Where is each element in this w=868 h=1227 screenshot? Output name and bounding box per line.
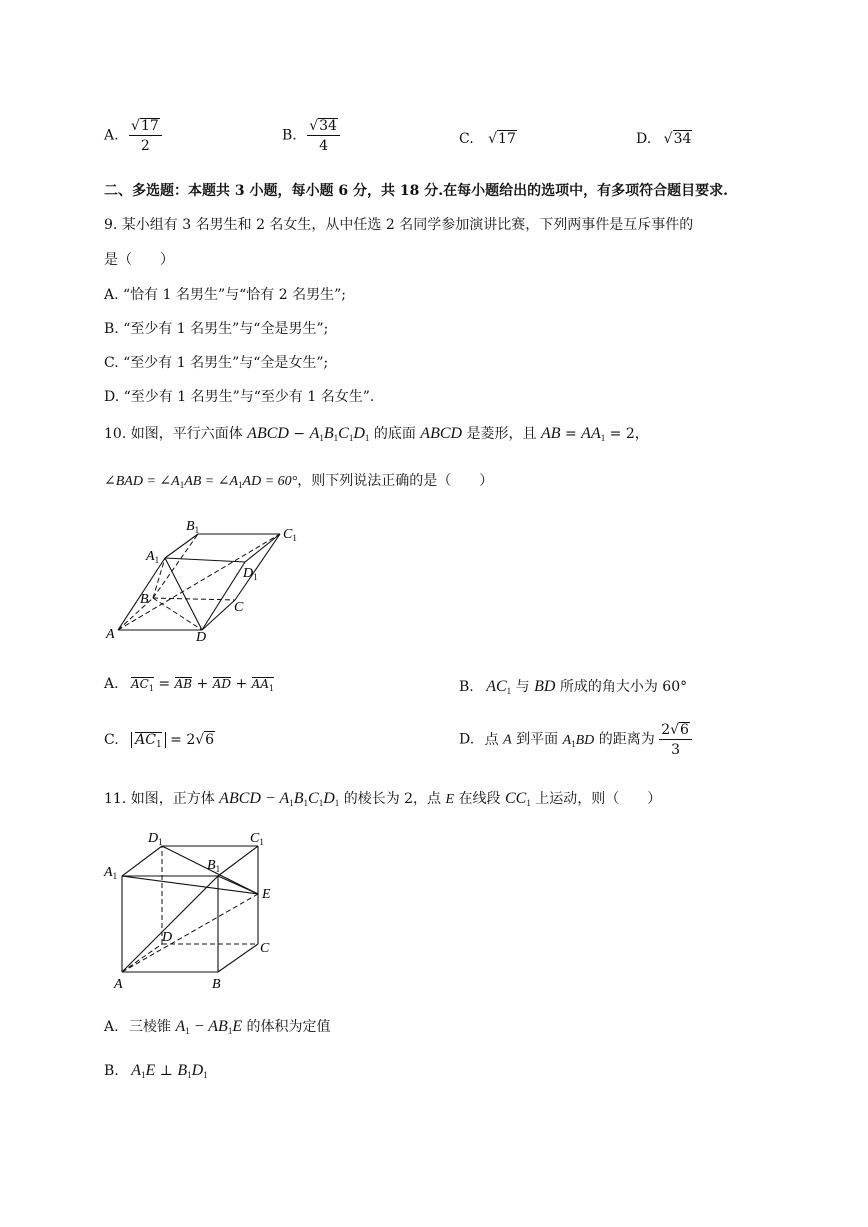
svg-text:D1: $D_1$ [148, 831, 163, 847]
q8-option-a: A. $\frac{√17}{2}$ [104, 118, 162, 153]
q10-stem-line1: 10. 如图，平行六面体 ABCD − $A_1B_1C_1D_1$ 的底面 ABCD 是菱形，且 AB = $AA_1 = 2$， [104, 425, 649, 443]
svg-text:A: A [114, 977, 123, 992]
q11-stem: 11. 如图，正方体 ABCD − $A_1B_1C_1D_1$ 的棱长为 2，点 E 在线段 $CC_1$ 上运动，则（ ） [104, 790, 662, 808]
q9-option-c: C. “至少有 1 名男生”与“全是女生”; [104, 355, 329, 371]
svg-text:B: B [212, 977, 221, 992]
q9-stem-line1: 9. 某小组有 3 名男生和 2 名女生，从中任选 2 名同学参加演讲比赛，下列两事件是互斥事件的 [104, 217, 694, 233]
q11-option-b: B. $A_1E$ ⊥ $B_1D_1$ [104, 1062, 208, 1080]
svg-text:E: E [262, 887, 271, 902]
q8-option-b: B. $\frac{√34}{4}$ [282, 118, 340, 153]
q11-option-a: A. 三棱锥 $A_1 - AB_1E$ 的体积为定值 [104, 1018, 331, 1036]
q10-option-b: B. $AC_1$ 与 BD 所成的角大小为 60° [459, 678, 688, 696]
svg-text:C: C [234, 600, 244, 615]
q10-stem-line2: ∠BAD = $\angle A_1AB$ = $\angle A_1AD = 60^\circ$，则下列说法正确的是（ ） [104, 473, 494, 490]
q8-option-d: D. √34 [636, 131, 692, 147]
svg-text:A1: $A_1$ [146, 549, 160, 565]
svg-text:B1: $B_1$ [207, 858, 221, 874]
q11-figure [100, 826, 290, 996]
q10-option-a: A. $AC_1$ = AB + AD + $AA_1$ [104, 676, 275, 693]
svg-text:C: C [260, 941, 270, 956]
q9-option-a: A. “恰有 1 名男生”与“恰有 2 名男生”; [104, 287, 346, 303]
svg-text:D: D [162, 930, 173, 945]
svg-text:A1: $A_1$ [104, 865, 118, 881]
q8-option-c: C. √17 [459, 131, 516, 147]
q10-option-c: C. $AC_1 = 2√6$ [104, 732, 215, 750]
q10-figure [100, 510, 320, 650]
svg-text:C1: $C_1$ [283, 527, 297, 543]
q9-option-b: B. “至少有 1 名男生”与“全是男生”; [104, 321, 329, 337]
svg-text:D1: $D_1$ [243, 566, 258, 582]
svg-text:C1: $C_1$ [250, 831, 264, 847]
svg-text:B1: $B_1$ [186, 519, 200, 535]
svg-text:B: B [140, 592, 149, 607]
svg-text:D: D [196, 630, 207, 645]
svg-text:A: A [106, 627, 115, 642]
q10-option-d: D. 点 A 到平面 $A_1BD$ 的距离为 $\frac{2√6}{3}$ [459, 722, 692, 757]
q9-stem-line2: 是（ ） [104, 252, 174, 268]
q9-option-d: D. “至少有 1 名男生”与“至少有 1 名女生”. [104, 389, 375, 405]
section-heading: 二、多选题：本题共 3 小题，每小题 6 分，共 18 分.在每小题给出的选项中，有多项符合题目要求. [104, 183, 728, 199]
